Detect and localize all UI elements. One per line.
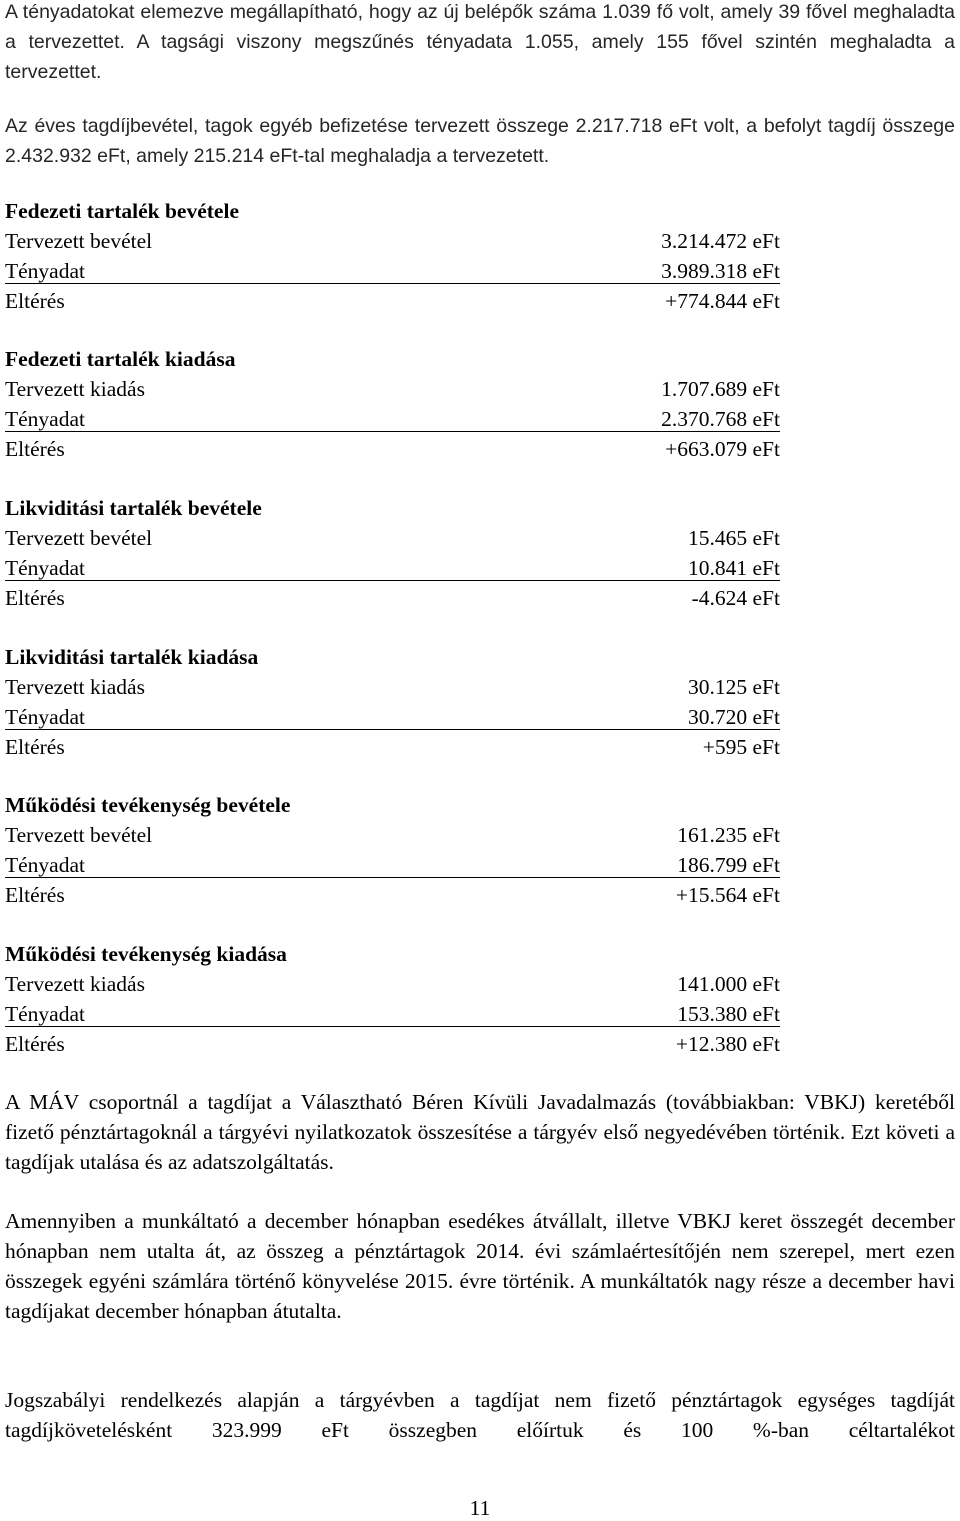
row-value: 3.989.318 eFt <box>661 259 780 283</box>
row-label: Tényadat <box>5 1002 85 1026</box>
row-actual <box>5 702 780 732</box>
row-value: 15.465 eFt <box>688 526 780 550</box>
row-planned <box>5 969 780 999</box>
row-value: 153.380 eFt <box>677 1002 780 1026</box>
row-difference <box>5 732 780 762</box>
row-value: 161.235 eFt <box>677 823 780 847</box>
row-value: 186.799 eFt <box>677 853 780 877</box>
section-title: Likviditási tartalék bevétele <box>5 496 262 520</box>
row-label: Tényadat <box>5 705 85 729</box>
row-label: Eltérés <box>5 735 65 759</box>
section-title: Működési tevékenység kiadása <box>5 942 287 966</box>
row-planned <box>5 820 780 850</box>
section-title: Likviditási tartalék kiadása <box>5 645 259 669</box>
row-value: 30.125 eFt <box>688 675 780 699</box>
row-label: Eltérés <box>5 586 65 610</box>
section-likviditasi-bevetel <box>5 493 780 613</box>
row-actual <box>5 999 780 1029</box>
row-planned <box>5 672 780 702</box>
row-value: 2.370.768 eFt <box>661 407 780 431</box>
row-value: +15.564 eFt <box>675 883 780 907</box>
section-title: Fedezeti tartalék kiadása <box>5 347 236 371</box>
row-value: 30.720 eFt <box>688 705 780 729</box>
row-label: Tervezett bevétel <box>5 526 153 550</box>
row-label: Tényadat <box>5 259 85 283</box>
row-difference <box>5 1029 780 1059</box>
row-value: +663.079 eFt <box>665 437 780 461</box>
page-number: 11 <box>469 1496 491 1520</box>
row-label: Tervezett bevétel <box>5 229 153 253</box>
row-label: Tervezett kiadás <box>5 675 145 699</box>
intro-paragraph-members: A tényadatokat elemezve megállapítható, hogy az új belépők száma 1.039 fő volt, amely 39 fővel meghaladta a tervezettet. A tagsági viszony megszűnés tényadata 1.055, amely 155 fővel szintén meghaladta a tervezettet. <box>5 1 955 83</box>
intro-paragraph-fees: Az éves tagdíjbevétel, tagok egyéb befizetése tervezett összege 2.217.718 eFt volt, a befolyt tagdíj összege 2.432.932 eFt, amely 215.214 eFt-tal meghaladja a tervezetett. <box>5 115 955 167</box>
section-mukodesi-bevetel <box>5 790 780 910</box>
section-likviditasi-kiadas <box>5 642 780 762</box>
row-difference <box>5 286 780 316</box>
row-label: Tényadat <box>5 556 85 580</box>
row-difference <box>5 434 780 464</box>
row-value: 10.841 eFt <box>688 556 780 580</box>
section-title: Működési tevékenység bevétele <box>5 793 291 817</box>
row-label: Eltérés <box>5 289 65 313</box>
row-value: 3.214.472 eFt <box>661 229 780 253</box>
row-label: Tervezett bevétel <box>5 823 153 847</box>
row-planned <box>5 226 780 256</box>
row-label: Tényadat <box>5 407 85 431</box>
row-label: Tervezett kiadás <box>5 377 145 401</box>
row-label: Eltérés <box>5 1032 65 1056</box>
row-label: Eltérés <box>5 883 65 907</box>
row-value: 1.707.689 eFt <box>661 377 780 401</box>
section-fedezeti-bevetel <box>5 196 780 316</box>
row-value: -4.624 eFt <box>691 586 780 610</box>
section-fedezeti-kiadas <box>5 344 780 464</box>
section-title: Fedezeti tartalék bevétele <box>5 199 239 223</box>
row-actual <box>5 256 780 286</box>
paragraph-munkaltato: Amennyiben a munkáltató a december hónapban esedékes átvállalt, illetve VBKJ keret összegét december hónapban nem utalta át, az összeg a pénztártagok 2014. évi számlaértesítőjén nem szerepel, mert ezen összegek egyéni számlára történő könyvelése 2015. évre történik. A munkáltatók nagy része a december havi tagdíjakat december hónapban átutalta. <box>5 1209 955 1323</box>
row-difference <box>5 880 780 910</box>
row-label: Eltérés <box>5 437 65 461</box>
paragraph-mav: A MÁV csoportnál a tagdíjat a Választható Béren Kívüli Javadalmazás (továbbiakban: VBKJ) keretéből fizető pénztártagoknál a tárgyévi nyilatkozatok összesítése a tárgyév első negyedévében történik. Ezt követi a tagdíjak utalása és az adatszolgáltatás. <box>5 1090 955 1174</box>
row-value: +774.844 eFt <box>665 289 780 313</box>
row-actual <box>5 404 780 434</box>
row-planned <box>5 523 780 553</box>
row-value: +595 eFt <box>702 735 780 759</box>
row-label: Tényadat <box>5 853 85 877</box>
row-difference <box>5 583 780 613</box>
row-value: 141.000 eFt <box>677 972 780 996</box>
row-label: Tervezett kiadás <box>5 972 145 996</box>
row-actual <box>5 553 780 583</box>
row-actual <box>5 850 780 880</box>
row-value: +12.380 eFt <box>675 1032 780 1056</box>
row-planned <box>5 374 780 404</box>
paragraph-jogszabalyi: Jogszabályi rendelkezés alapján a tárgyévben a tagdíjat nem fizető pénztártagok egységes tagdíját tagdíjkövetelésként 323.999 eFt összegben előírtuk és 100 %-ban céltartalékot <box>5 1388 955 1442</box>
section-mukodesi-kiadas <box>5 939 780 1059</box>
